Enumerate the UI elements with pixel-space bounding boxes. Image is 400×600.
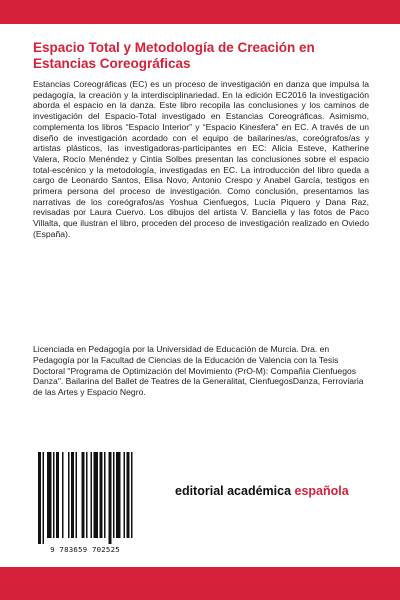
barcode-bar	[71, 452, 74, 538]
barcode-bar	[43, 452, 45, 544]
book-synopsis: Estancias Coreográficas (EC) es un proceso de investigación en danza que impulsa la pedagogía, la creación y la interdisciplinariedad. En la edición EC2016 la investigación aborda el espacio en la danza. Este libro recopila las conclusiones y los caminos de investigación del Espacio-Total investigado en Estancias Coreográficas. Asimismo, complementa los libros “Espacio Interior” y “Espacio Kinesfera” en EC. A través de un diseño de investigación acordado con el equipo de bailarines/as, coreógrafos/as y artistas plásticos, las investigadoras-participantes en EC: Alicia Esteve, Katherine Valera, Rocío Menéndez y Cintia Solbes presentan las conclusiones sobre el espacio total-escénico y la metodología, investigadas en EC. La introducción del libro queda a cargo de Leonardo Santos, Elisa Novo, Antonio Crespo y Anabel García, testigos en primera persona del proceso de investigación. Como conclusión, presentamos las narrativas de los coreógrafos/as Yoshua Cienfuegos, Lucía Piquero y Dana Raz, revisadas por Laura Cuervo. Los dibujos del artista V. Banciella y las fotos de Paco Villalta, que ilustran el libro, proceden del proceso de investigación realizado en Oviedo (España).	[33, 79, 369, 239]
barcode-bar	[56, 452, 59, 538]
book-title	[33, 40, 373, 71]
publisher-logo	[175, 484, 375, 498]
barcode-bar	[104, 452, 106, 538]
barcode-bar	[82, 452, 85, 538]
book-title-line-2: Estancias Coreográficas	[33, 55, 191, 71]
barcode-bar	[76, 452, 78, 538]
barcode-bar	[94, 452, 99, 538]
publisher-name-accent: española	[294, 484, 349, 498]
barcode-bar	[38, 452, 41, 544]
barcode-bar	[131, 452, 133, 538]
barcode-bar	[116, 452, 121, 538]
barcode-bar	[109, 452, 112, 544]
barcode-bar	[62, 452, 64, 538]
bottom-color-band	[0, 567, 400, 600]
top-color-band	[0, 0, 400, 24]
isbn-barcode	[32, 452, 138, 557]
barcode-bar	[113, 452, 115, 538]
barcode-bar	[91, 452, 93, 538]
book-title-line-1: Espacio Total y Metodología de Creación en	[33, 40, 315, 55]
barcode-bar	[86, 452, 88, 538]
barcode-bar	[47, 452, 52, 538]
barcode-bar	[127, 452, 130, 538]
publisher-name: editorial académica	[175, 484, 292, 498]
barcode-bar	[100, 452, 103, 538]
author-bio: Licenciada en Pedagogía por la Universidad de Educación de Murcia. Dra. en Pedagogía por la Facultad de Ciencias de la Educación de Valencia con la Tesis Doctoral "Programa de Optimización del Movimiento (PrO-M): Compañía Cienfuegos Danza". Bailarina del Ballet de Teatres de la Generalitat, CienfuegosDanza, Ferroviaria de las Artes y Espacio Negro.	[33, 344, 364, 398]
barcode-bars	[32, 452, 138, 544]
barcode-bar	[124, 452, 126, 538]
barcode-bar	[53, 452, 55, 538]
isbn-digits: 9 783659 702525	[50, 545, 120, 554]
barcode-bar	[68, 452, 70, 538]
